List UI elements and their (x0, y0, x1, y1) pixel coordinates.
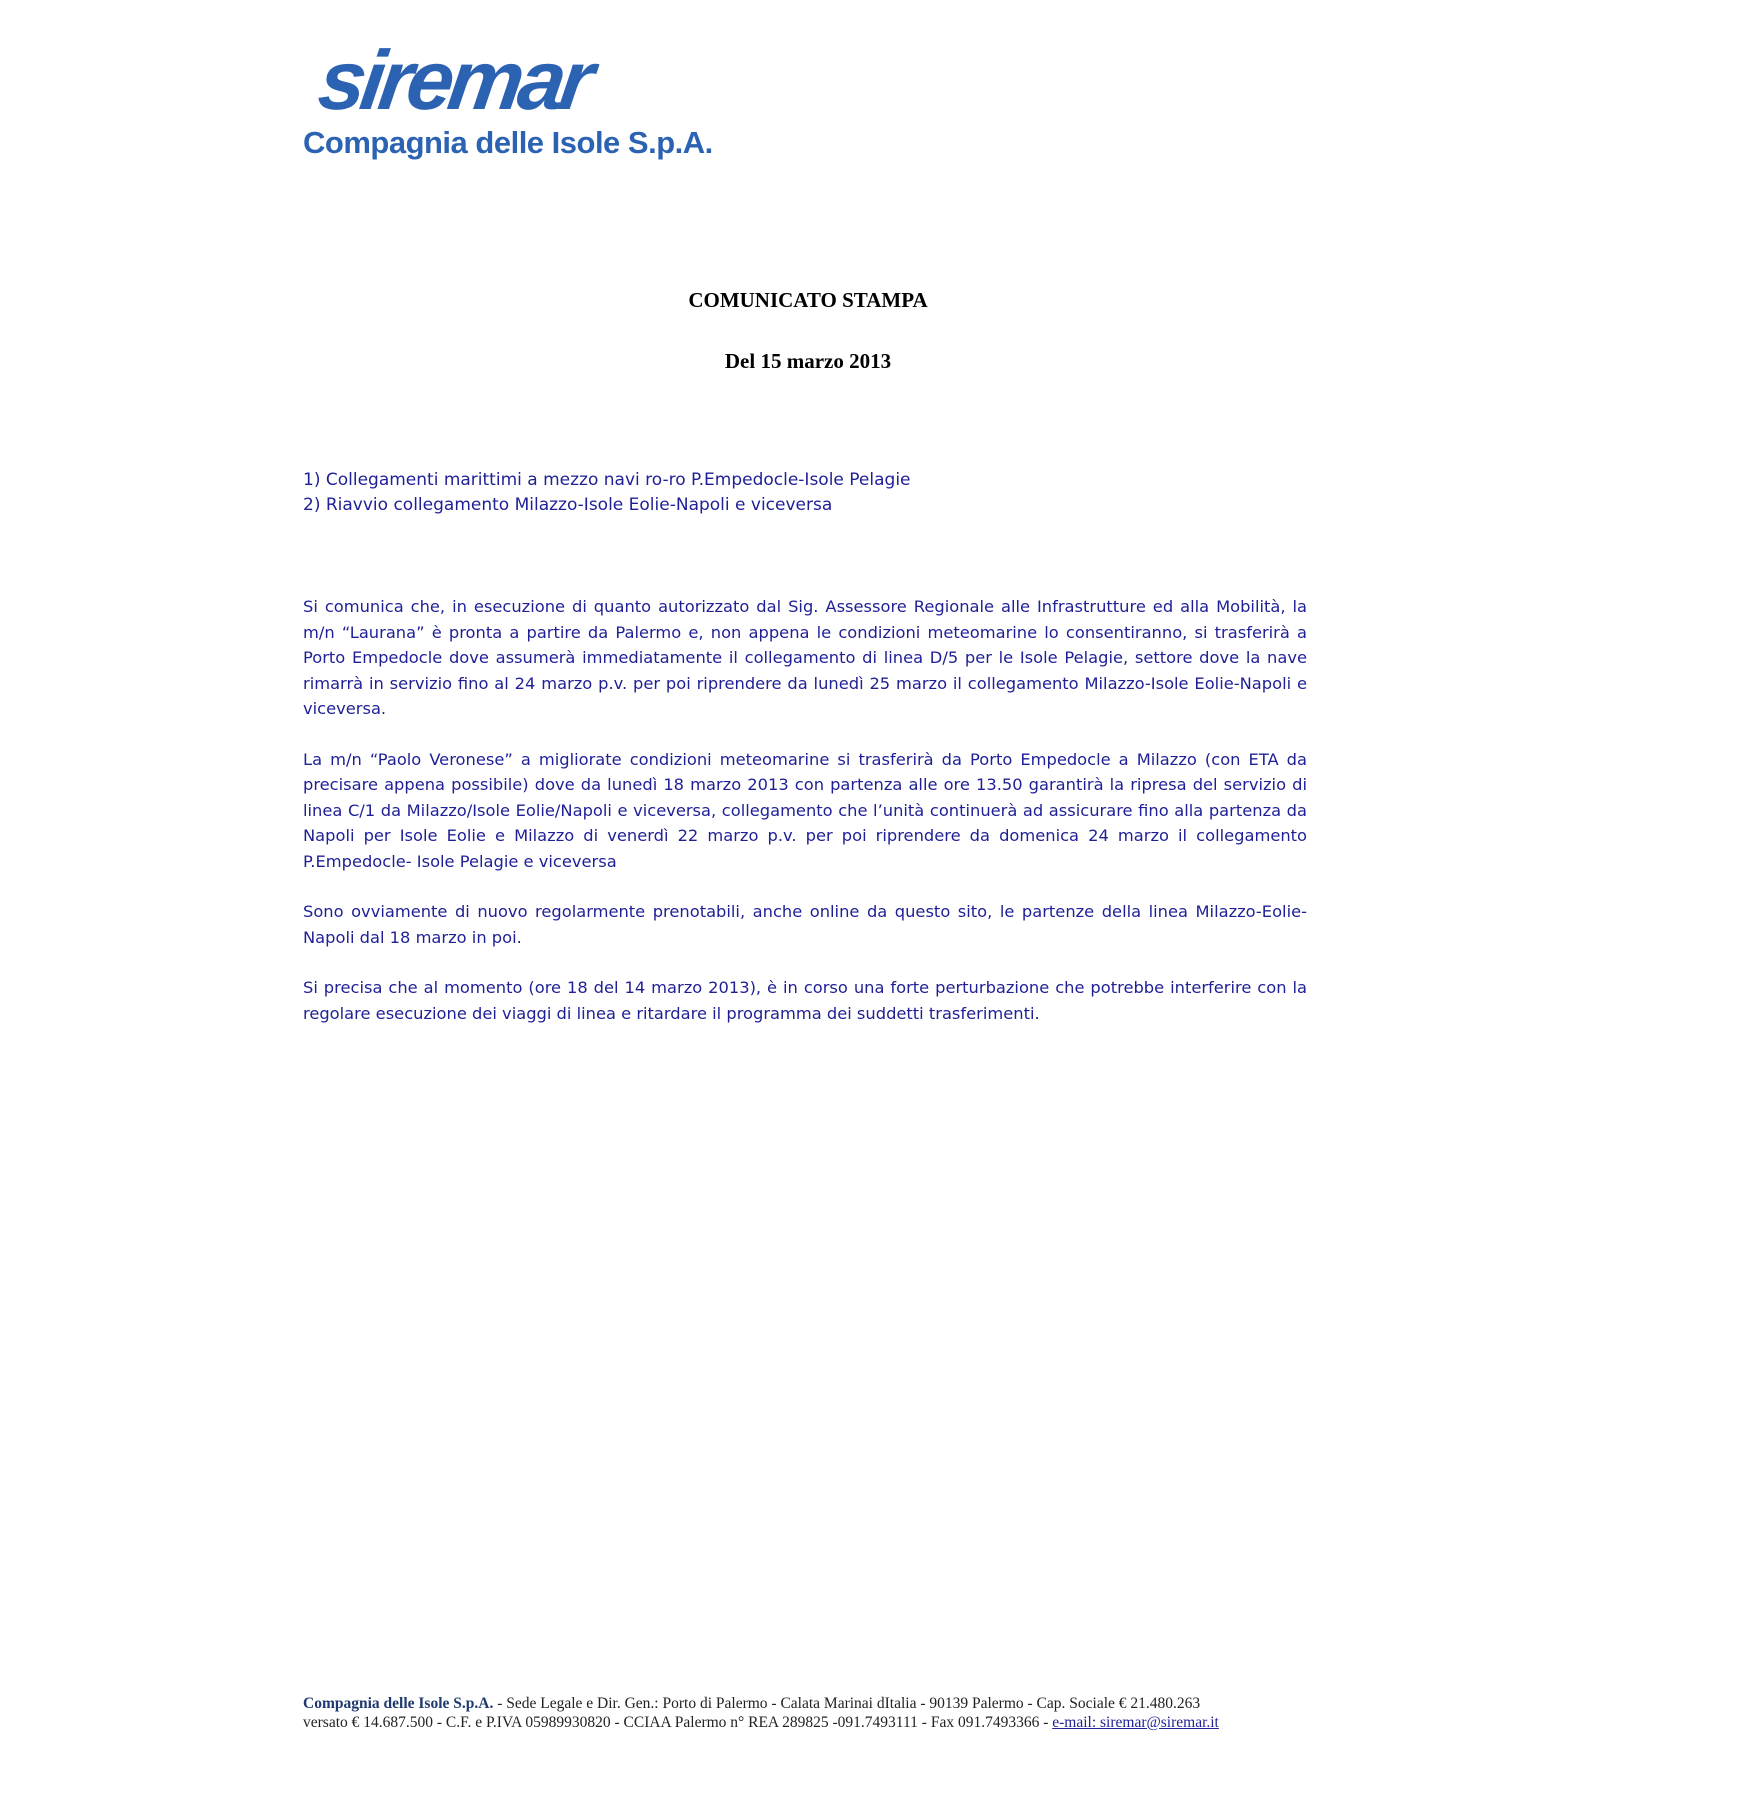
footer (303, 1694, 1443, 1732)
logo-wordmark: siremar (313, 33, 596, 127)
paragraph: Sono ovviamente di nuovo regolarmente prenotabili, anche online da questo sito, le partenze della linea Milazzo-Eolie-Napoli dal 18 marzo in poi. (303, 902, 1307, 947)
footer-line-1 (303, 1694, 1443, 1713)
topic-item: 1) Collegamenti marittimi a mezzo navi ro-ro P.Empedocle-Isole Pelagie (303, 470, 911, 490)
body-text (303, 594, 1307, 1051)
paragraph: La m/n “Paolo Veronese” a migliorate condizioni meteomarine si trasferirà da Porto Empedocle a Milazzo (con ETA da precisare appena possibile) dove da lunedì 18 marzo 2013 con partenza alle ore 13.50 garantirà la ripresa del servizio di linea C/1 da Milazzo/Isole Eolie/Napoli e viceversa, collegamento che l’unità continuerà ad assicurare fino alla partenza da Napoli per Isole Eolie e Milazzo di venerdì 22 marzo p.v. per poi riprendere da domenica 24 marzo il collegamento P.Empedocle- Isole Pelagie e viceversa (303, 749, 1307, 871)
footer-email-link[interactable]: e-mail: siremar@siremar.it (1052, 1714, 1219, 1731)
logo-company-name: Compagnia delle Isole S.p.A. (303, 125, 713, 160)
document-date: Del 15 marzo 2013 (724, 349, 892, 373)
topic-item: 2) Riavvio collegamento Milazzo-Isole Eolie-Napoli e viceversa (303, 495, 833, 515)
footer-registration: versato € 14.687.500 - C.F. e P.IVA 05989930820 - CCIAA Palermo n° REA 289825 -091.7493111 - Fax 091.7493366 - (303, 1714, 1053, 1731)
document-title: COMUNICATO STAMPA (688, 288, 928, 312)
topics-list (303, 468, 1303, 518)
footer-line-2 (303, 1713, 1443, 1732)
paragraph: Si precisa che al momento (ore 18 del 14 marzo 2013), è in corso una forte perturbazione che potrebbe interferire con la regolare esecuzione dei viaggi di linea e ritardare il programma dei suddetti trasferimenti. (303, 978, 1307, 1023)
paragraph: Si comunica che, in esecuzione di quanto autorizzato dal Sig. Assessore Regionale alle Infrastrutture ed alla Mobilità, la m/n “Laurana” è pronta a partire da Palermo e, non appena le condizioni meteomarine lo consentiranno, si trasferirà a Porto Empedocle dove assumerà immediatamente il collegamento di linea D/5 per le Isole Pelagie, settore dove la nave rimarrà in servizio fino al 24 marzo p.v. per poi riprendere da lunedì 25 marzo il collegamento Milazzo-Isole Eolie-Napoli e viceversa. (303, 597, 1307, 718)
footer-company: Compagnia delle Isole S.p.A. (303, 1695, 494, 1712)
footer-address: - Sede Legale e Dir. Gen.: Porto di Palermo - Calata Marinai dItalia - 90139 Palermo - Cap. Sociale € 21.480.263 (493, 1695, 1201, 1712)
